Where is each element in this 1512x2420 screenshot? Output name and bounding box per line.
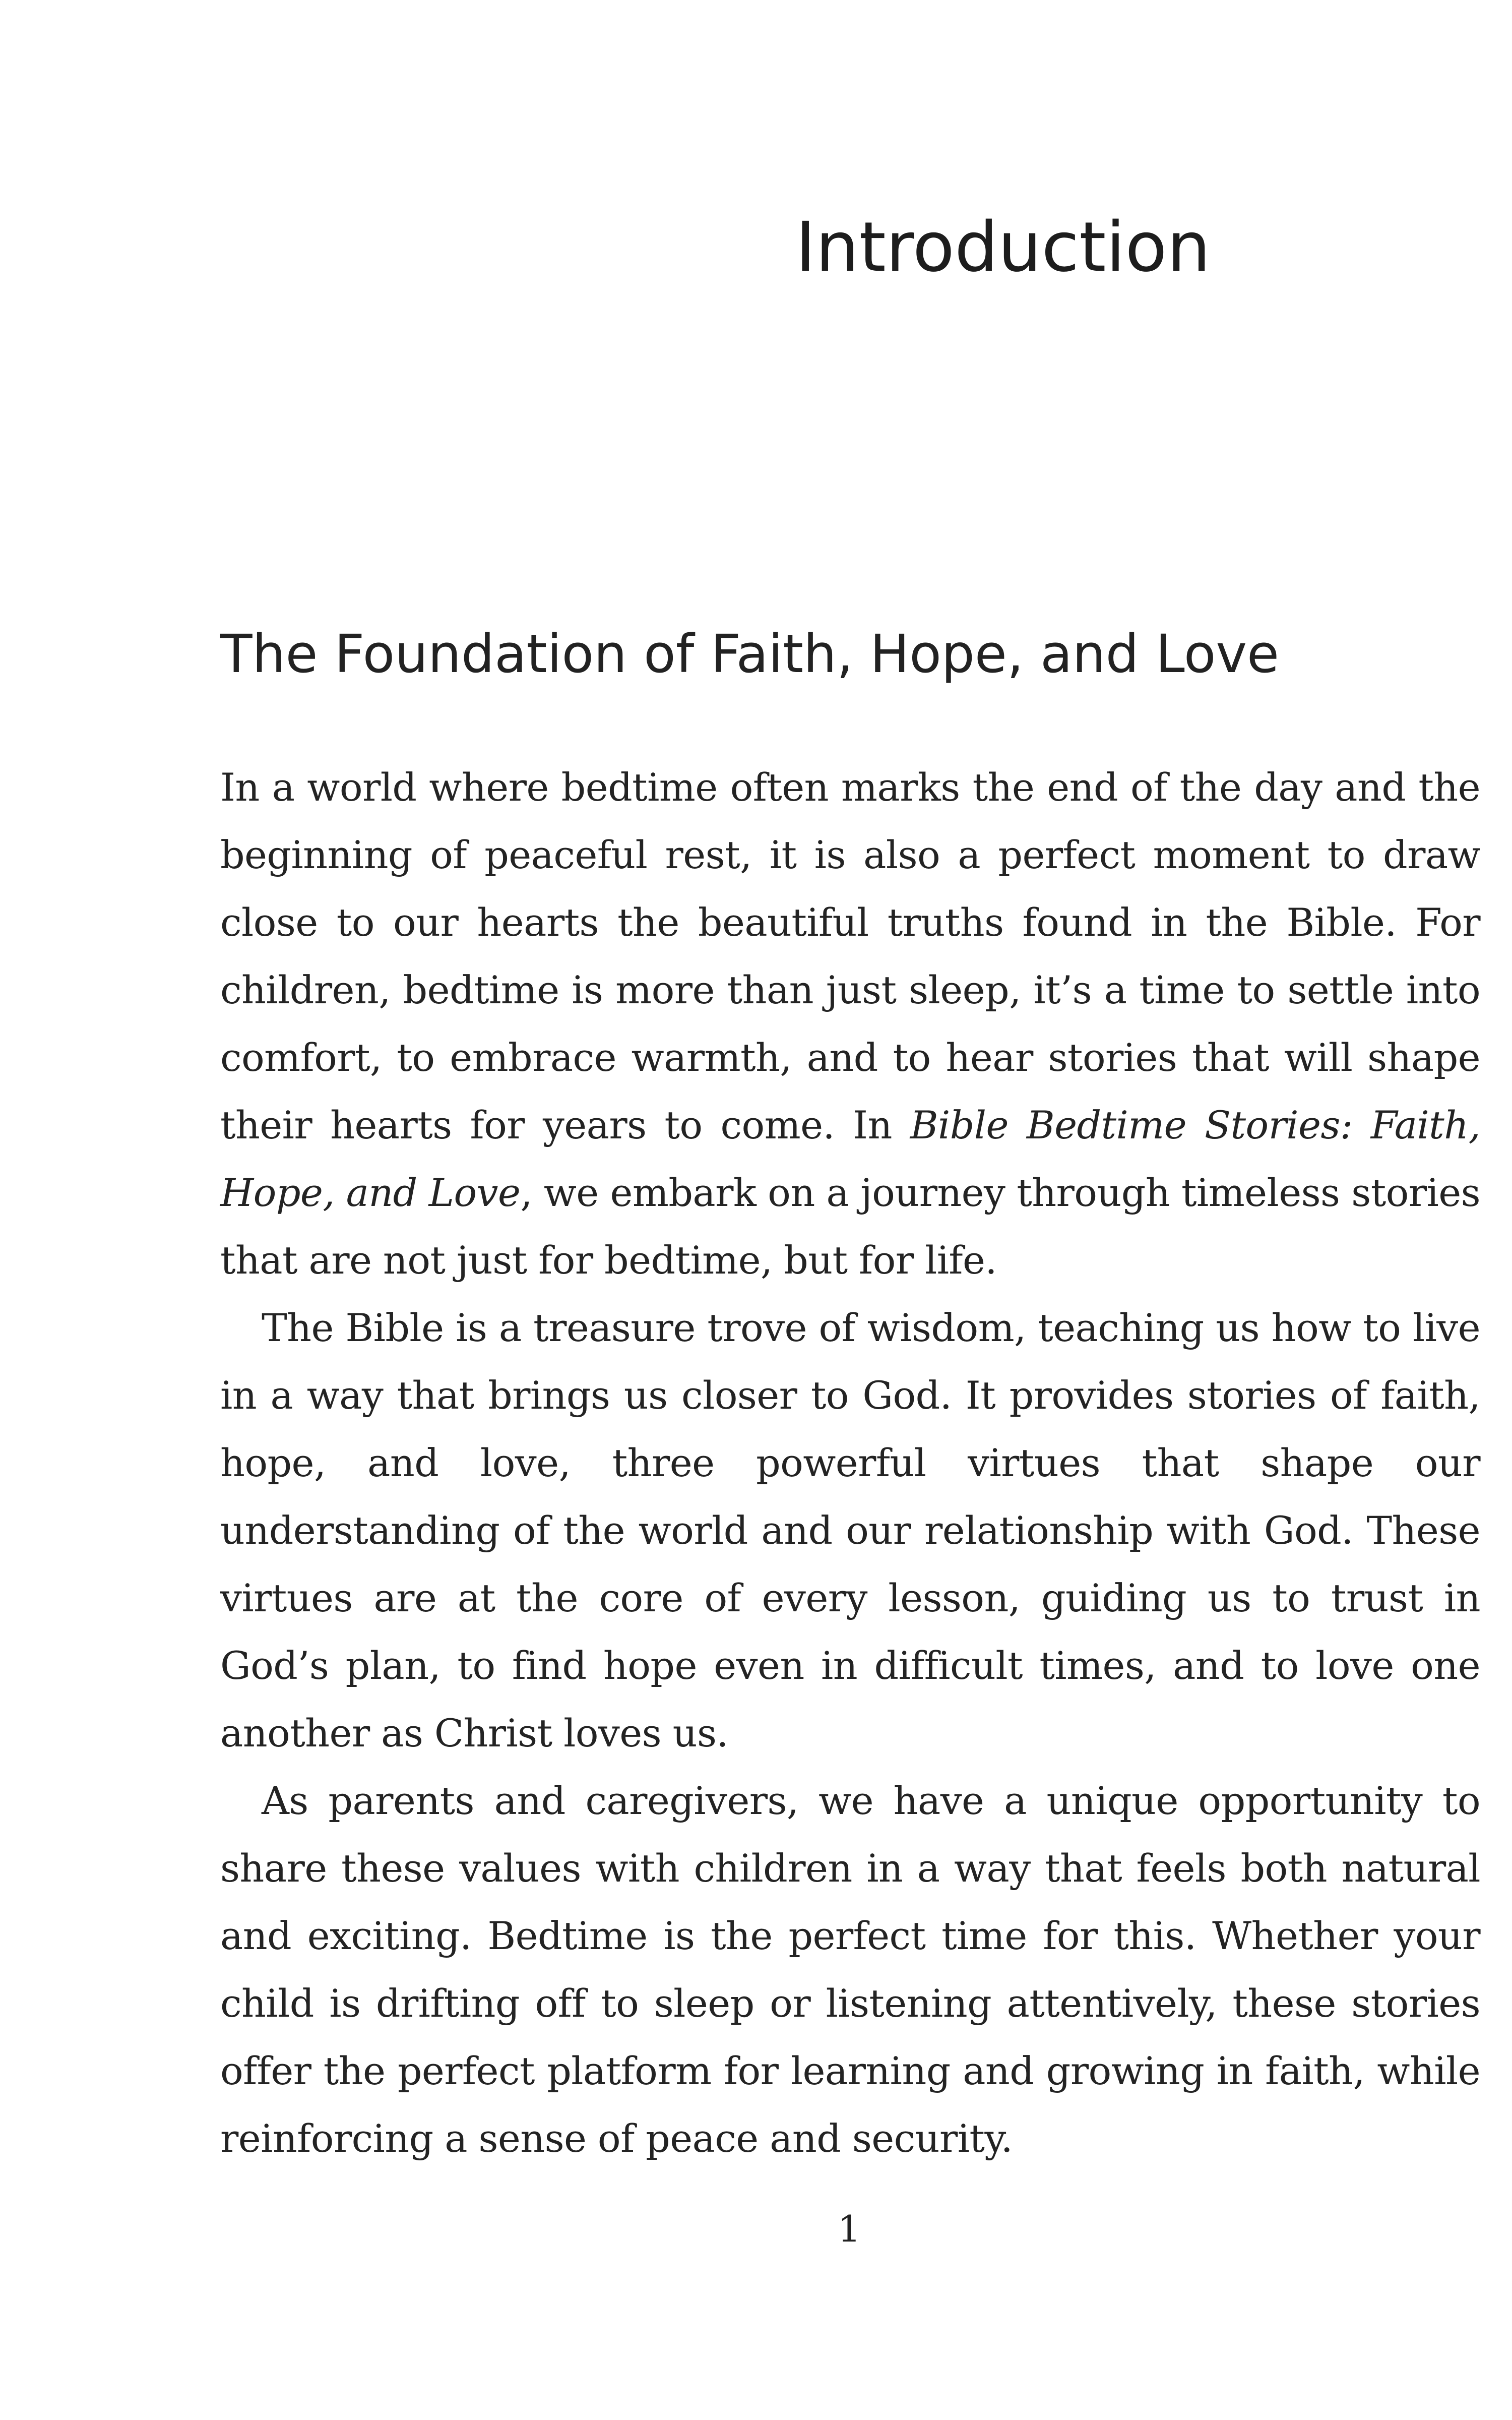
paragraph-1-text-start: In a world where bedtime often marks the end of the day and the beginning of peaceful rest, it is also a perfect moment to draw close to our hearts the beautiful truths found in the Bible. For children, bedtime is more than just sleep, it’s a time to settle into comfort, to embrace warmth, and to hear stories that will shape their hearts for years to come. In — [220, 765, 1480, 1147]
body-text — [220, 754, 1480, 2172]
paragraph-1-text-end: , we embark on a journey through timeless stories that are not just for bedtime, but for life. — [220, 1170, 1481, 1283]
book-title-italic: Bible Bedtime Stories: Faith, Hope, and Love — [220, 1103, 1481, 1215]
section-heading: The Foundation of Faith, Hope, and Love — [220, 623, 1280, 685]
paragraph-3: As parents and caregivers, we have a unique opportunity to share these values with children in a way that feels both natural and exciting. Bedtime is the perfect time for this. Whether your child is drifting off to sleep or listening attentively, these stories offer the perfect platform for learning and growing in faith, while reinforcing a sense of peace and security. — [220, 1778, 1480, 2161]
paragraph-1 — [220, 754, 1480, 1294]
paragraph-2: The Bible is a treasure trove of wisdom, teaching us how to live in a way that brings us closer to God. It provides stories of faith, hope, and love, three powerful virtues that shape our understanding of the world and our relationship with God. These virtues are at the core of every lesson, guiding us to trust in God’s plan, to find hope even in difficult times, and to love one another as Christ loves us. — [220, 1305, 1480, 1756]
page-number: 1 — [838, 2208, 861, 2250]
chapter-title: Introduction — [795, 208, 1211, 287]
